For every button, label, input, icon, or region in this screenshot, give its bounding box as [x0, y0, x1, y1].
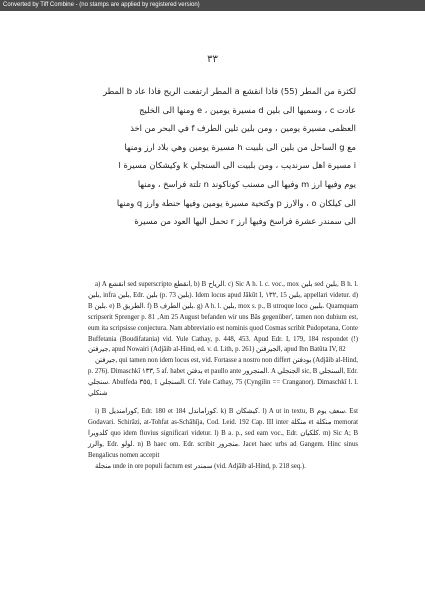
- footnotes-block: [88, 280, 358, 472]
- footnote-paragraph: منجلة unde in ore populi factum est سمندر (vid. Adjâib al-Hind, p. 218 seq.).: [95, 462, 306, 470]
- arabic-line: عادت c ، وسميها الى بلين d مسيرة يومين ، e ومنها الى الخليج: [139, 104, 356, 115]
- footnote-paragraph: a) A انقشع sed superscripto انقطع, b) B الرياح. c) Sic A h. l. c. voc., mox بلين sed بلين, B h. l. بلين, infra بلين, Edr. بلين (p. 73 بلين). Idem locus apud Jâkût I, ١٣٢, 15 بلين, appellari videtur. d) B بلين. e) B الطريق. f) B بلين الطرف. g) A h. l. بلين, mox s. p., B utroque loco بلبين. Quamquam scripserit Sprenger p. 81 ‚Am 25 August befanden wir uns Bâs gegenüber', tamen non dubium est, eum ita scripsisse conjectura. Nam abbreviatio est nominis quod Cosmas scribit Pudopetana, Conte Buffetania (Boudifatania) vid. Yule Cathay, p. 448, 453. Apud Edr. I, 179, 184 respondet (!) جيرفتن, apud Nowairi (Adjâib al-Hind, ed. v. d. Lith, p. 261) الجيرفتن, apud Ibn Batûta IV, 82: [88, 281, 358, 354]
- page-number: ٣٣: [207, 54, 218, 65]
- arabic-line: الى كيلكان o ، والارز p وكتحية مسيرة يومين وفيها حنطة وارز q ومنها: [116, 197, 356, 208]
- footnote-paragraph: جيرفتن, qui tamen non idem locus est, vid. Fortasse a nostro non differt بودفتن (Adjâib al-Hind, p. 276). Dimaschkî ١٣٣, 5 af. habet بدفتن et paullo ante المنجرور. A الجنجلي sic, B السنجلي, Edr. سنجلي. Abulfeda ٣٥٥, 1 السنجلي. Cf. Yule Cathay, 75 (Cyngilin == Cranganor). Dimaschkî l. l. شنكلي: [88, 357, 358, 398]
- arabic-line: الى سمندر عشرة فراسخ وفيها ارز r تحمل اليها العود من مسيرة: [134, 216, 356, 227]
- arabic-line: لكثرة من المطر (55) فاذا انقشع a المطر ارتفعت الريح فاذا عاد b المطر: [103, 86, 356, 96]
- arabic-text-block: [88, 82, 356, 231]
- footnote-paragraph: i) B كورامنديل, Edr. 180 et 184 كوراماندل. k) B كيشكان. l) A ut in textu, B سعف يوم. Est Godavari. Schirâzi, at-Tohfat as-Schâhîja, Cod. Leid. 192 Cap. III inter منكلة et منكلة memorat كلدويرا quo idem fluvius significari videtur. l) B a. p., sed eam voc., Edr. كلكيان. m) Sic A; B والرز, Edr. لولو. n) B haec om. Edr. scribit منجرور. Jacet haec urbs ad Gangem. Hinc sinus Bengalicus nomen accepit: [88, 407, 359, 459]
- arabic-line: i مسيرة اهل سرنديب ، ومن بلبيت الى السنجلي k وكيشكان مسيرة l: [118, 160, 356, 171]
- arabic-line: العظمى مسيرة يومين ، ومن بلين تلين الطرف f في البحر من اخذ: [130, 123, 356, 134]
- arabic-line: يوم وفيها ارز m وفيها الى مسنب كوناكوند n تلتة فراسخ ، ومنها: [137, 178, 356, 189]
- converter-banner: Converted by Tiff Combine - (no stamps are applied by registered version): [0, 0, 425, 11]
- arabic-line: مع g الساحل من بلين الى بلبيت h مسيرة يومين وهي بلاد ارز ومنها: [124, 141, 356, 152]
